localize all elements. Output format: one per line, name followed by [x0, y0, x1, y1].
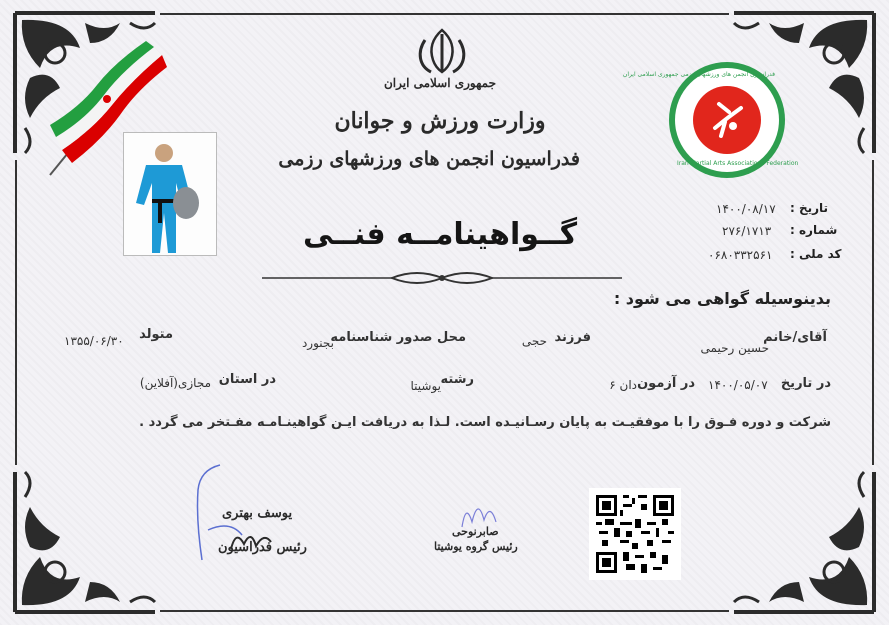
group-head-name: صابرنوحی	[452, 525, 499, 538]
group-head-title: رئیس گروه یوشیتا	[434, 540, 518, 553]
corner-ornament-bottom-right	[729, 467, 879, 617]
logo-ring-text-en: Iran Martial Arts Associations Federation	[677, 160, 799, 167]
iran-emblem-icon	[415, 26, 469, 76]
national-id-label: کد ملی :	[790, 247, 842, 261]
issue-place-value: بجنورد	[301, 336, 334, 350]
border-left	[15, 160, 17, 465]
divider-ornament	[262, 268, 622, 288]
border-right	[872, 160, 874, 465]
republic-name: جمهوری اسلامی ایران	[383, 76, 497, 90]
border-bottom	[160, 610, 729, 612]
martial-artist-kick-icon	[707, 100, 747, 140]
president-name: یوسف بهتری	[222, 506, 293, 521]
logo-ring-text-fa: فدراسیون انجمن های ورزشهای رزمی جمهوری اسلامی ایران	[622, 71, 775, 78]
border-top	[160, 13, 729, 15]
athlete-photo	[123, 132, 217, 256]
father-label: فرزند	[554, 330, 591, 345]
exam-date-value: ۱۴۰۰/۰۵/۰۷	[708, 378, 768, 392]
name-label: آقای/خانم	[763, 330, 827, 345]
field-label: رشته	[440, 372, 474, 387]
signature-mark-president	[226, 524, 276, 554]
father-value: حجی	[521, 334, 547, 348]
ministry-name: وزارت ورزش و جوانان	[334, 108, 546, 134]
exam-date-label: در تاریخ	[780, 376, 831, 391]
number-value: ۲۷۶/۱۷۱۳	[722, 224, 772, 238]
athlete-figure-icon	[124, 133, 216, 255]
province-label: در استان	[218, 372, 276, 387]
number-label: شماره :	[790, 223, 838, 237]
exam-value: دان ۶	[609, 378, 637, 392]
birth-value: ۱۳۵۵/۰۶/۳۰	[64, 334, 124, 348]
province-value: مجازی(آفلاین)	[139, 376, 211, 390]
exam-label: در آزمون	[637, 376, 695, 391]
closing-text: شرکت و دوره فـوق را با موفقیـت به پایان رسـانیـده است. لـذا به دریافت ایـن گواهینـامـه مفـتخر می گردد .	[139, 415, 831, 430]
president-title: رئیس فدراسیون	[218, 540, 307, 555]
certify-heading: بدینوسیله گواهی می شود :	[613, 289, 831, 308]
field-value: یوشیتا	[410, 379, 441, 393]
birth-label: متولد	[139, 327, 173, 342]
name-value: حسین رحیمی	[700, 341, 769, 355]
corner-ornament-bottom-left	[10, 467, 160, 617]
federation-logo	[622, 62, 799, 178]
federation-name: فدراسیون انجمن های ورزشهای رزمی	[278, 148, 580, 170]
issue-place-label: محل صدور شناسنامه	[330, 330, 466, 345]
date-value: ۱۴۰۰/۰۸/۱۷	[716, 202, 776, 216]
national-id-value: ۰۶۸۰۳۳۲۵۶۱	[708, 248, 773, 262]
qr-code-pattern	[596, 495, 674, 573]
certificate-title: گــواهینامــه فنــی	[302, 217, 578, 252]
date-label: تاریخ :	[790, 201, 829, 215]
